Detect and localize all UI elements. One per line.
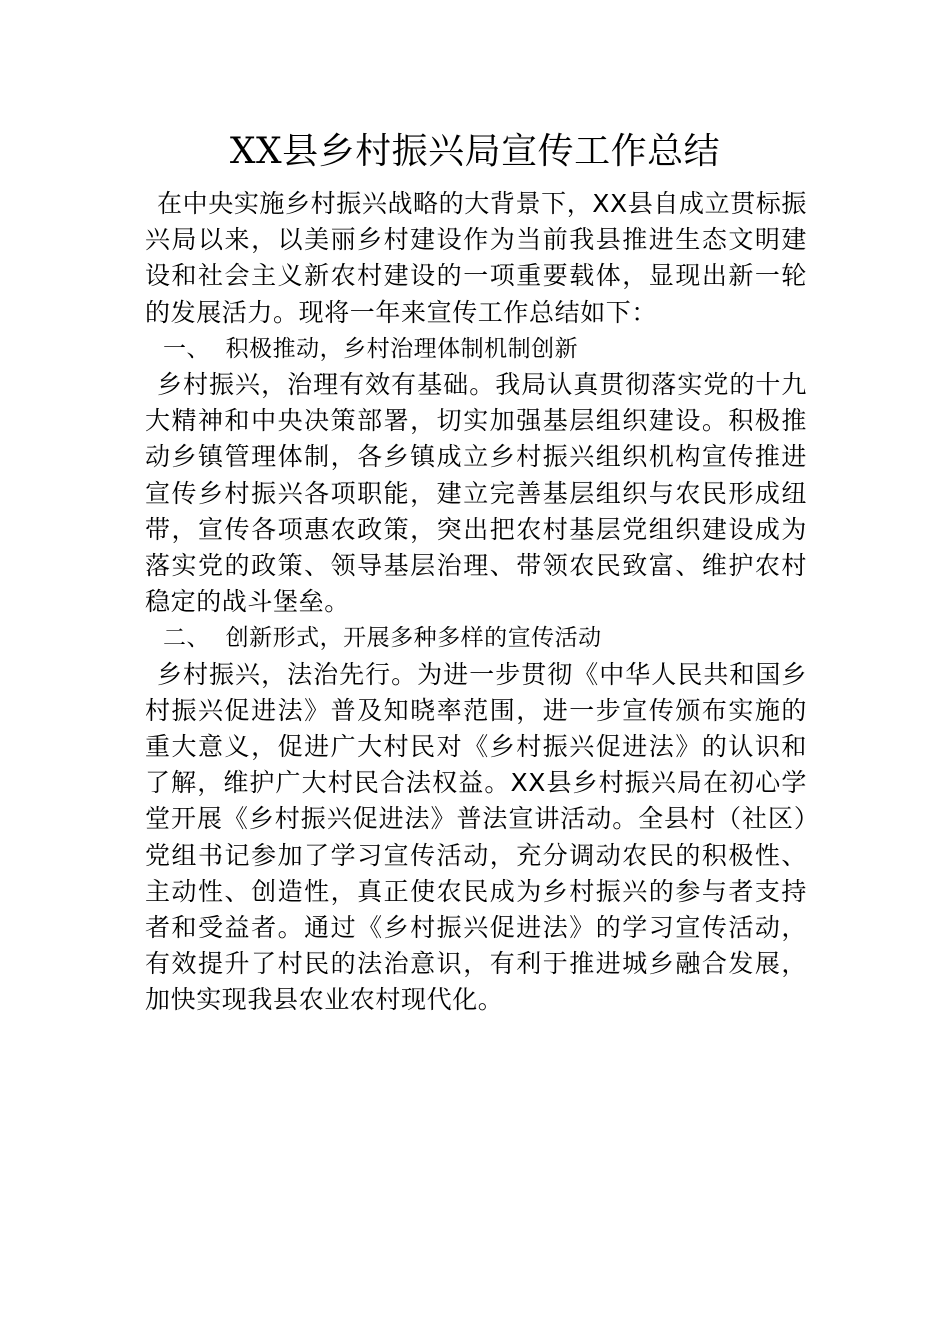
section-heading-2: 二、 创新形式，开展多种多样的宣传活动 <box>163 625 602 652</box>
section-paragraph-1: 乡村振兴，治理有效有基础。我局认真贯彻落实党的十九大精神和中央决策部署，切实加强基层组织建设。积极推动乡镇管理体制，各乡镇成立乡村振兴组织机构宣传推进宣传乡村振兴各项职能，建立完善基层组织与农民形成纽带，宣传各项惠农政策，突出把农村基层党组织建设成为落实党的政策、领导基层治理、带领农民致富、维护农村稳定的战斗堡垒。 <box>145 370 807 617</box>
section-heading-1: 一、 积极推动，乡村治理体制机制创新 <box>163 335 579 362</box>
document-body <box>145 186 807 1019</box>
section-paragraph-2: 乡村振兴，法治先行。为进一步贯彻《中华人民共和国乡村振兴促进法》普及知晓率范围，进一步宣传颁布实施的重大意义，促进广大村民对《乡村振兴促进法》的认识和了解，维护广大村民合法权益。XX县乡村振兴局在初心学堂开展《乡村振兴促进法》普法宣讲活动。全县村（社区）党组书记参加了学习宣传活动，充分调动农民的积极性、主动性、创造性，真正使农民成为乡村振兴的参与者支持者和受益者。通过《乡村振兴促进法》的学习宣传活动，有效提升了村民的法治意识，有利于推进城乡融合发展，加快实现我县农业农村现代化。 <box>145 659 807 1015</box>
intro-paragraph: 在中央实施乡村振兴战略的大背景下，XX县自成立贯标振兴局以来，以美丽乡村建设作为当前我县推进生态文明建设和社会主义新农村建设的一项重要载体，显现出新一轮的发展活力。现将一年来宣传工作总结如下： <box>145 189 807 327</box>
document-title: XX县乡村振兴局宣传工作总结 <box>229 131 721 172</box>
